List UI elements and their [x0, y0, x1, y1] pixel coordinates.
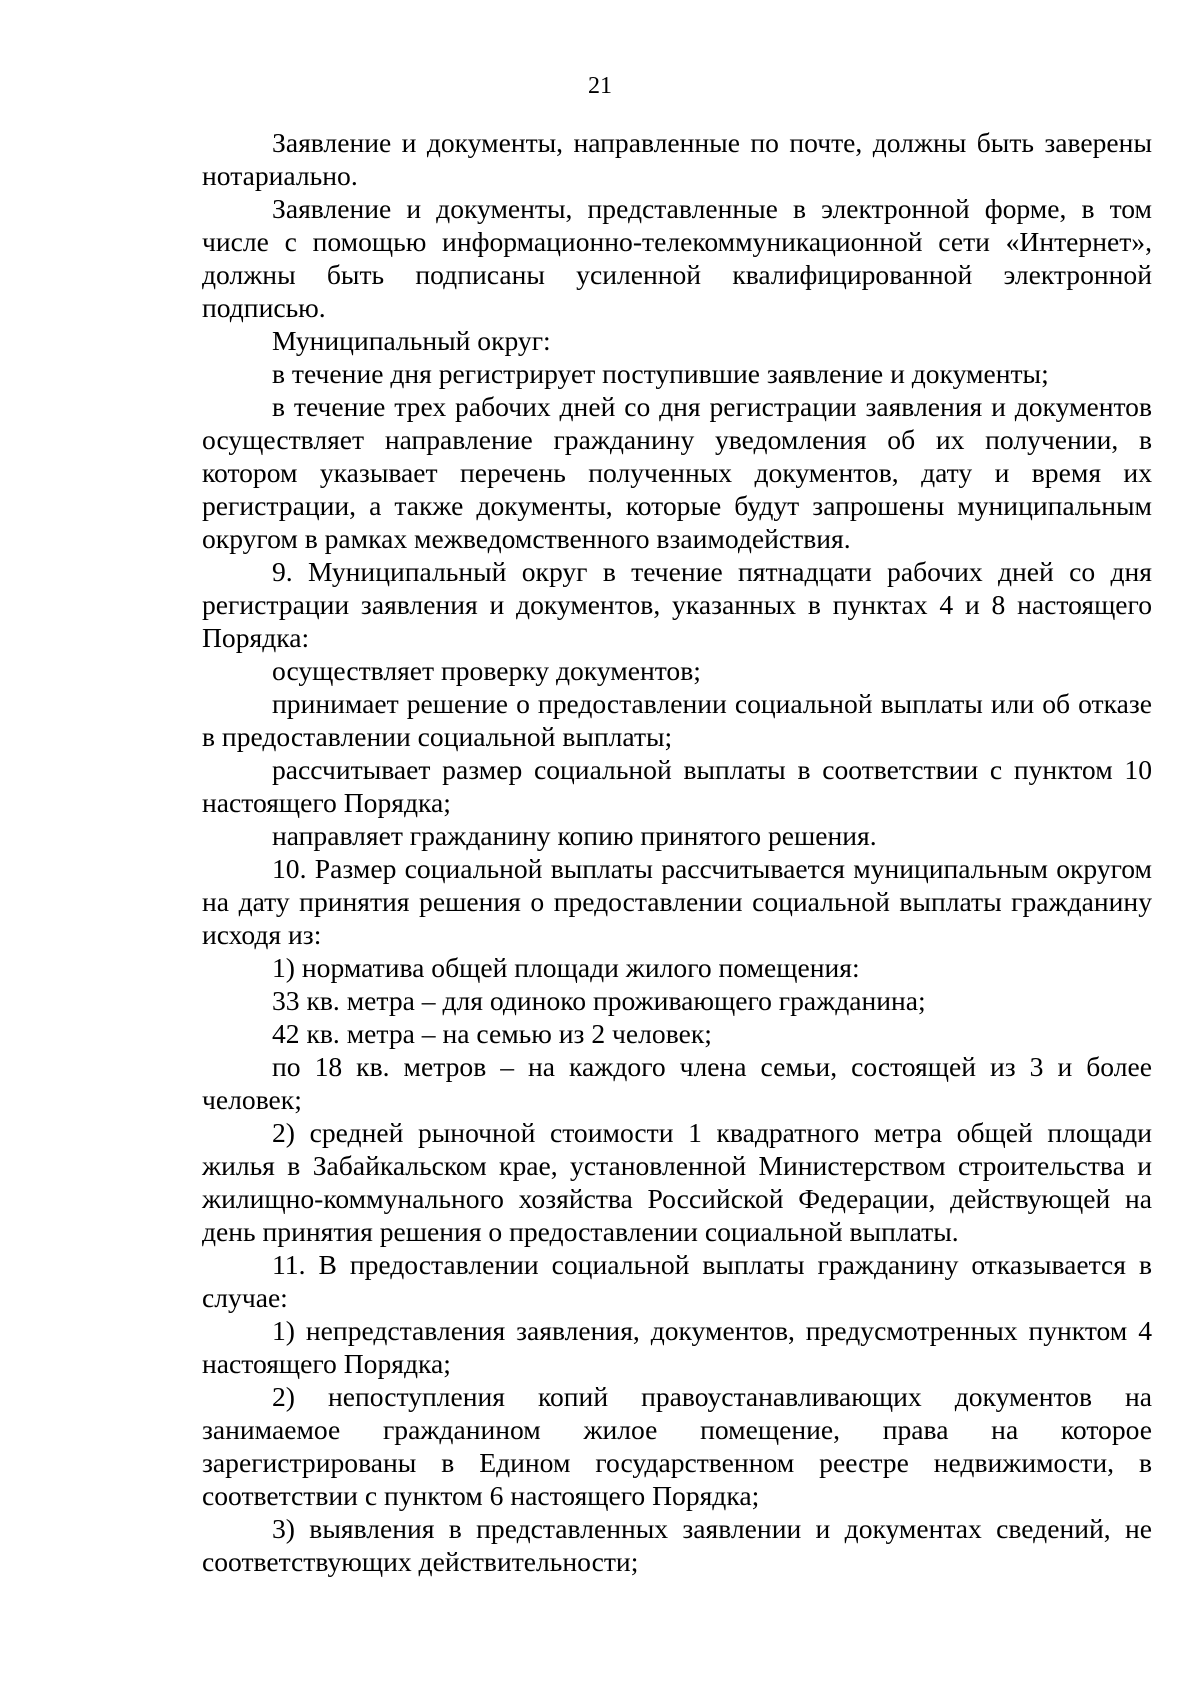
paragraph: 1) непредставления заявления, документов, предусмотренных пунктом 4 настоящего Порядка; [202, 1315, 1152, 1379]
paragraph: в течение дня регистрирует поступившие заявление и документы; [272, 358, 1049, 389]
paragraph: 33 кв. метра – для одиноко проживающего гражданина; [272, 985, 926, 1016]
paragraph: 2) средней рыночной стоимости 1 квадратного метра общей площади жилья в Забайкальском крае, установленной Министерством строительства и жилищно-коммунального хозяйства Российской Федерации, действующей на день принятия решения о предоставлении социальной выплаты. [202, 1117, 1152, 1247]
page-number: 21 [588, 73, 612, 99]
paragraph: 9. Муниципальный округ в течение пятнадцати рабочих дней со дня регистрации заявления и документов, указанных в пунктах 4 и 8 настоящего Порядка: [202, 556, 1152, 653]
paragraph: Муниципальный округ: [272, 325, 551, 356]
paragraph: принимает решение о предоставлении социальной выплаты или об отказе в предоставлении социальной выплаты; [202, 688, 1152, 752]
paragraph: рассчитывает размер социальной выплаты в соответствии с пунктом 10 настоящего Порядка; [202, 754, 1152, 818]
paragraph: Заявление и документы, представленные в электронной форме, в том числе с помощью информационно-телекоммуникационной сети «Интернет», должны быть подписаны усиленной квалифицированной электронной подписью. [202, 193, 1152, 323]
document-body [202, 126, 1152, 1578]
paragraph: направляет гражданину копию принятого решения. [272, 820, 877, 851]
paragraph: 1) норматива общей площади жилого помещения: [272, 952, 860, 983]
paragraph: 42 кв. метра – на семью из 2 человек; [272, 1018, 712, 1049]
paragraph: по 18 кв. метров – на каждого члена семьи, состоящей из 3 и более человек; [202, 1051, 1152, 1115]
paragraph: 2) непоступления копий правоустанавливающих документов на занимаемое гражданином жилое помещение, права на которое зарегистрированы в Едином государственном реестре недвижимости, в соответствии с пунктом 6 настоящего Порядка; [202, 1381, 1152, 1511]
paragraph: 10. Размер социальной выплаты рассчитывается муниципальным округом на дату принятия решения о предоставлении социальной выплаты гражданину исходя из: [202, 853, 1152, 950]
paragraph: 3) выявления в представленных заявлении и документах сведений, не соответствующих действительности; [202, 1513, 1152, 1577]
paragraph: осуществляет проверку документов; [272, 655, 701, 686]
paragraph: в течение трех рабочих дней со дня регистрации заявления и документов осуществляет направление гражданину уведомления об их получении, в котором указывает перечень полученных документов, дату и время их регистрации, а также документы, которые будут запрошены муниципальным округом в рамках межведомственного взаимодействия. [202, 391, 1152, 554]
paragraph: Заявление и документы, направленные по почте, должны быть заверены нотариально. [202, 127, 1152, 191]
paragraph: 11. В предоставлении социальной выплаты гражданину отказывается в случае: [202, 1249, 1152, 1313]
